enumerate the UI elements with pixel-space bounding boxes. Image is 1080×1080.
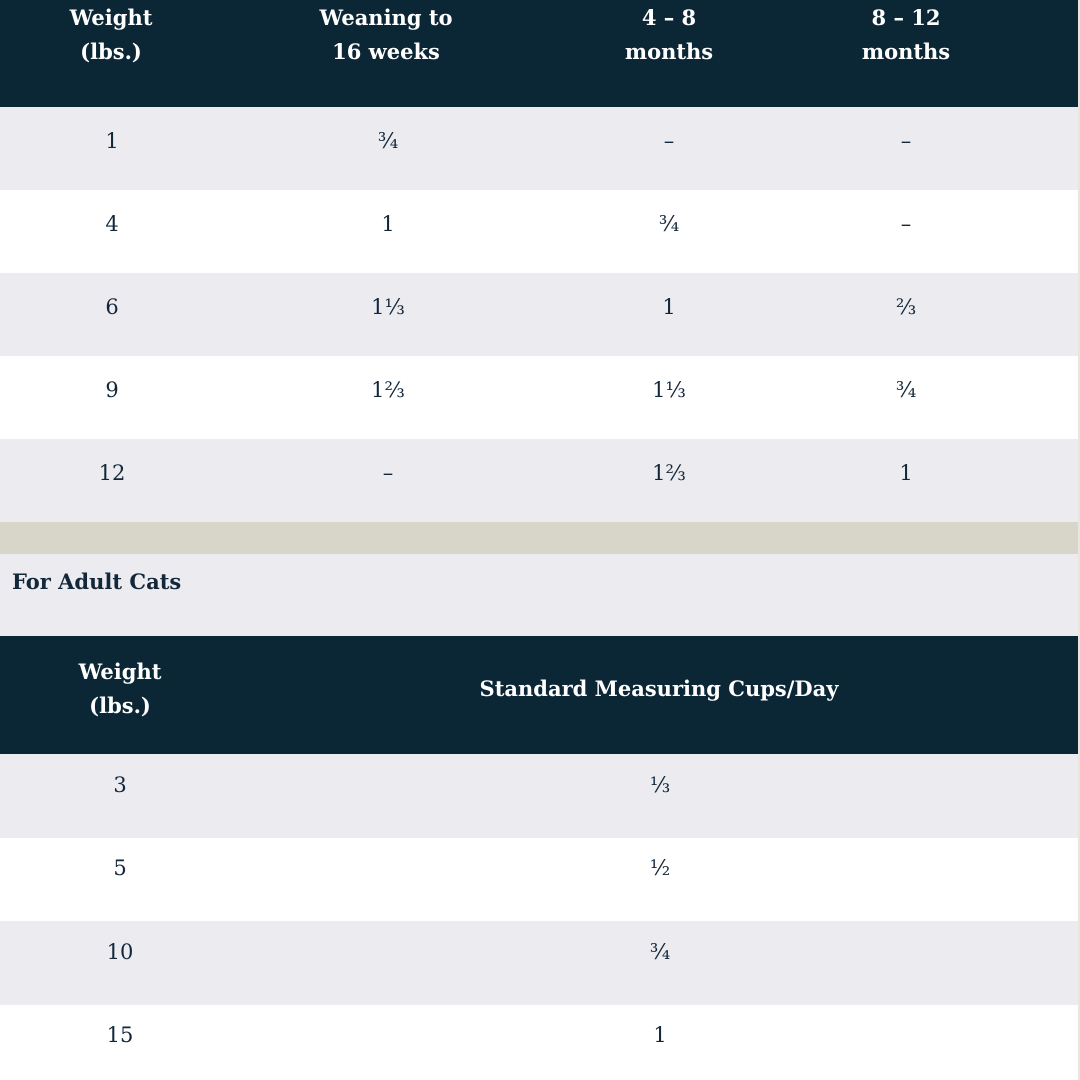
cell-weight: 6 xyxy=(0,273,224,356)
cell-spacer xyxy=(1026,439,1078,522)
kitten-feeding-table xyxy=(0,0,1078,522)
section-divider xyxy=(0,522,1078,554)
table-row xyxy=(0,107,1078,190)
cell-weight: 9 xyxy=(0,356,224,439)
cell-spacer xyxy=(1026,356,1078,439)
table-row xyxy=(0,190,1078,273)
adult-cats-heading: For Adult Cats xyxy=(0,554,1078,636)
adult-table-header-row xyxy=(0,636,1080,754)
kitten-table-header-row xyxy=(0,0,1078,107)
table-row xyxy=(0,1005,1080,1080)
cell-cups: ¾ xyxy=(240,921,1080,1005)
table-row xyxy=(0,921,1080,1005)
cell-weaning: 1⅔ xyxy=(224,356,552,439)
header-spacer xyxy=(1026,0,1078,107)
header-4-8-line1: 4 – 8 xyxy=(641,4,697,30)
cell-4-8: – xyxy=(552,107,786,190)
cell-8-12: 1 xyxy=(786,439,1026,522)
header-4-8-line2: months xyxy=(624,38,714,64)
cell-spacer xyxy=(1026,107,1078,190)
cell-weaning: – xyxy=(224,439,552,522)
table-row xyxy=(0,838,1080,922)
adult-feeding-table xyxy=(0,636,1080,1080)
adult-header-cups-label: Standard Measuring Cups/Day xyxy=(479,676,839,701)
cell-cups: ⅓ xyxy=(240,754,1080,838)
cell-weight: 10 xyxy=(0,921,240,1005)
header-weaning xyxy=(224,0,552,107)
cell-weight: 15 xyxy=(0,1005,240,1080)
header-weaning-line1: Weaning to xyxy=(319,4,453,30)
header-8-12-line1: 8 – 12 xyxy=(871,4,941,30)
cell-4-8: 1 xyxy=(552,273,786,356)
cell-8-12: ⅔ xyxy=(786,273,1026,356)
table-row xyxy=(0,439,1078,522)
header-8-12-months xyxy=(786,0,1026,107)
table-row xyxy=(0,356,1078,439)
adult-header-weight-line2: (lbs.) xyxy=(89,693,151,718)
header-8-12-line2: months xyxy=(861,38,951,64)
cell-8-12: ¾ xyxy=(786,356,1026,439)
cell-weaning: 1⅓ xyxy=(224,273,552,356)
cell-4-8: 1⅓ xyxy=(552,356,786,439)
cell-cups: 1 xyxy=(240,1005,1080,1080)
cell-4-8: ¾ xyxy=(552,190,786,273)
adult-header-cups xyxy=(240,636,1080,754)
cell-spacer xyxy=(1026,273,1078,356)
header-4-8-months xyxy=(552,0,786,107)
cell-weight: 3 xyxy=(0,754,240,838)
cell-8-12: – xyxy=(786,107,1026,190)
cell-weight: 12 xyxy=(0,439,224,522)
cell-cups: ½ xyxy=(240,838,1080,922)
cell-weight: 1 xyxy=(0,107,224,190)
cell-8-12: – xyxy=(786,190,1026,273)
adult-header-weight xyxy=(0,636,240,754)
cell-weaning: ¾ xyxy=(224,107,552,190)
header-weaning-line2: 16 weeks xyxy=(332,38,440,64)
adult-header-weight-line1: Weight xyxy=(78,659,162,684)
header-weight-line2: (lbs.) xyxy=(80,38,142,64)
cell-weight: 5 xyxy=(0,838,240,922)
cell-weight: 4 xyxy=(0,190,224,273)
table-row xyxy=(0,754,1080,838)
header-weight-line1: Weight xyxy=(69,4,153,30)
cell-spacer xyxy=(1026,190,1078,273)
header-weight xyxy=(0,0,224,107)
cell-4-8: 1⅔ xyxy=(552,439,786,522)
cell-weaning: 1 xyxy=(224,190,552,273)
table-row xyxy=(0,273,1078,356)
